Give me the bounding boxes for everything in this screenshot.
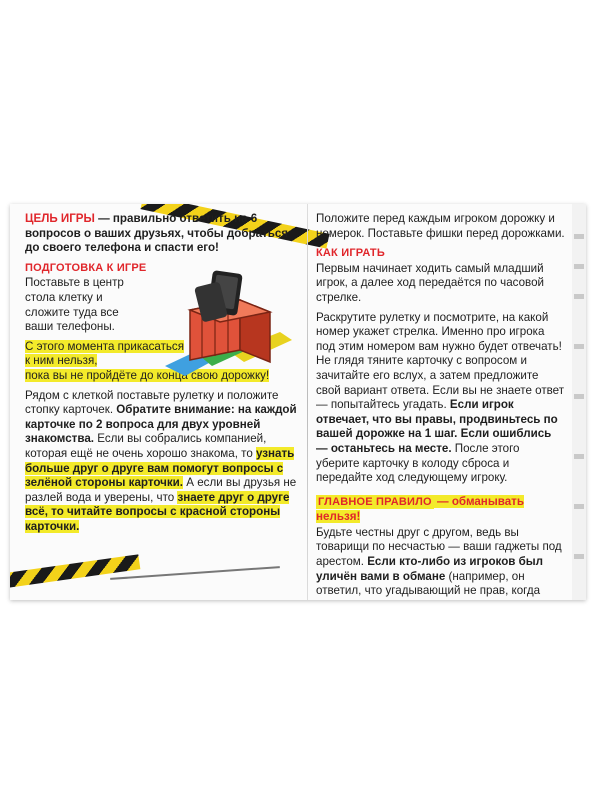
main-rule-heading: ГЛАВНОЕ ПРАВИЛО [318, 495, 432, 508]
cards-red-highlight: знаете друг о друге всё, то читайте вопросы с красной стороны карточки. [25, 490, 290, 533]
warning-line1: С этого момента прикасаться [25, 339, 185, 353]
how-text2: Раскрутите рулетку и посмотрите, на какой номер укажет стрелка. Именно про игрока под этим номером вам нужно будет отвечать! Не глядя тяните карточку с вопросом и зачитайте его вслух, а затем предложите свой вариант ответа. Если вы не знаете ответ — попытайтесь угадать. [316, 310, 565, 412]
how-text3: После этого уберите карточку в колоду сброса и передайте ход следующему игроку. [316, 441, 520, 485]
hazard-tape-bottom [10, 554, 140, 588]
rules-booklet [10, 204, 586, 600]
rule-bold: Если кто-либо из игроков был уличён вами в обмане [316, 555, 544, 583]
how-to-play-heading: КАК ИГРАТЬ [316, 247, 385, 260]
warning-line2: к ним нельзя, [25, 354, 98, 368]
page-fold [307, 204, 308, 600]
goal-label: ЦЕЛЬ ИГРЫ [25, 212, 95, 225]
how-text1: Первым начинает ходить самый младший игрок, а далее ход передаётся по часовой стрелке. [316, 261, 544, 304]
goal-text: — правильно ответить на 6 вопросов о ваших друзьях, чтобы добраться до своего телефона и спасти его! [25, 212, 289, 255]
rule-paragraph [316, 526, 566, 599]
right-page [316, 212, 566, 600]
cards-paragraph [25, 389, 297, 535]
cards-note: Обратите внимание: на каждой карточке по 2 вопроса для двух уровней знакомства. [25, 403, 297, 446]
warning-line3: пока вы не пройдёте до конца свою дорожку! [25, 368, 270, 382]
main-rule-line [316, 491, 566, 525]
rule-text: Будьте честны друг с другом, ведь вы товарищи по несчастью — ваши гаджеты под арестом. [316, 525, 562, 569]
setup-text: Положите перед каждым игроком дорожку и номерок. Поставьте фишки перед дорожками. [316, 212, 565, 240]
cards-green-highlight: узнать больше друг о друге вам помогут вопросы с зелёной стороны карточки. [25, 446, 295, 490]
cards-mid: Если вы собрались компанией, которая ещё не очень хорошо знакома, то [25, 432, 267, 460]
goal-paragraph [25, 212, 297, 256]
how-paragraph [316, 311, 566, 486]
rule-tail: (например, он ответил, что угадывающий не прав, когда [316, 569, 541, 598]
next-page-edge [572, 204, 586, 600]
prep-heading: ПОДГОТОВКА К ИГРЕ [25, 261, 147, 274]
cage-illustration [160, 270, 295, 380]
how-bold: Если игрок отвечает, что вы правы, продвиньтесь по вашей дорожке на 1 шаг. Если ошиблись — останьтесь на месте. [316, 398, 558, 455]
prep-text: Поставьте в центр стола клетку и сложите туда все ваши телефоны. [25, 276, 124, 334]
cards-mid2: А если вы друзья не разлей вода и уверены, что [25, 476, 297, 504]
main-rule-red: — обманывать нельзя! [316, 494, 524, 524]
cards-intro: Рядом с клеткой поставьте рулетку и положите стопку карточек. [25, 388, 279, 417]
